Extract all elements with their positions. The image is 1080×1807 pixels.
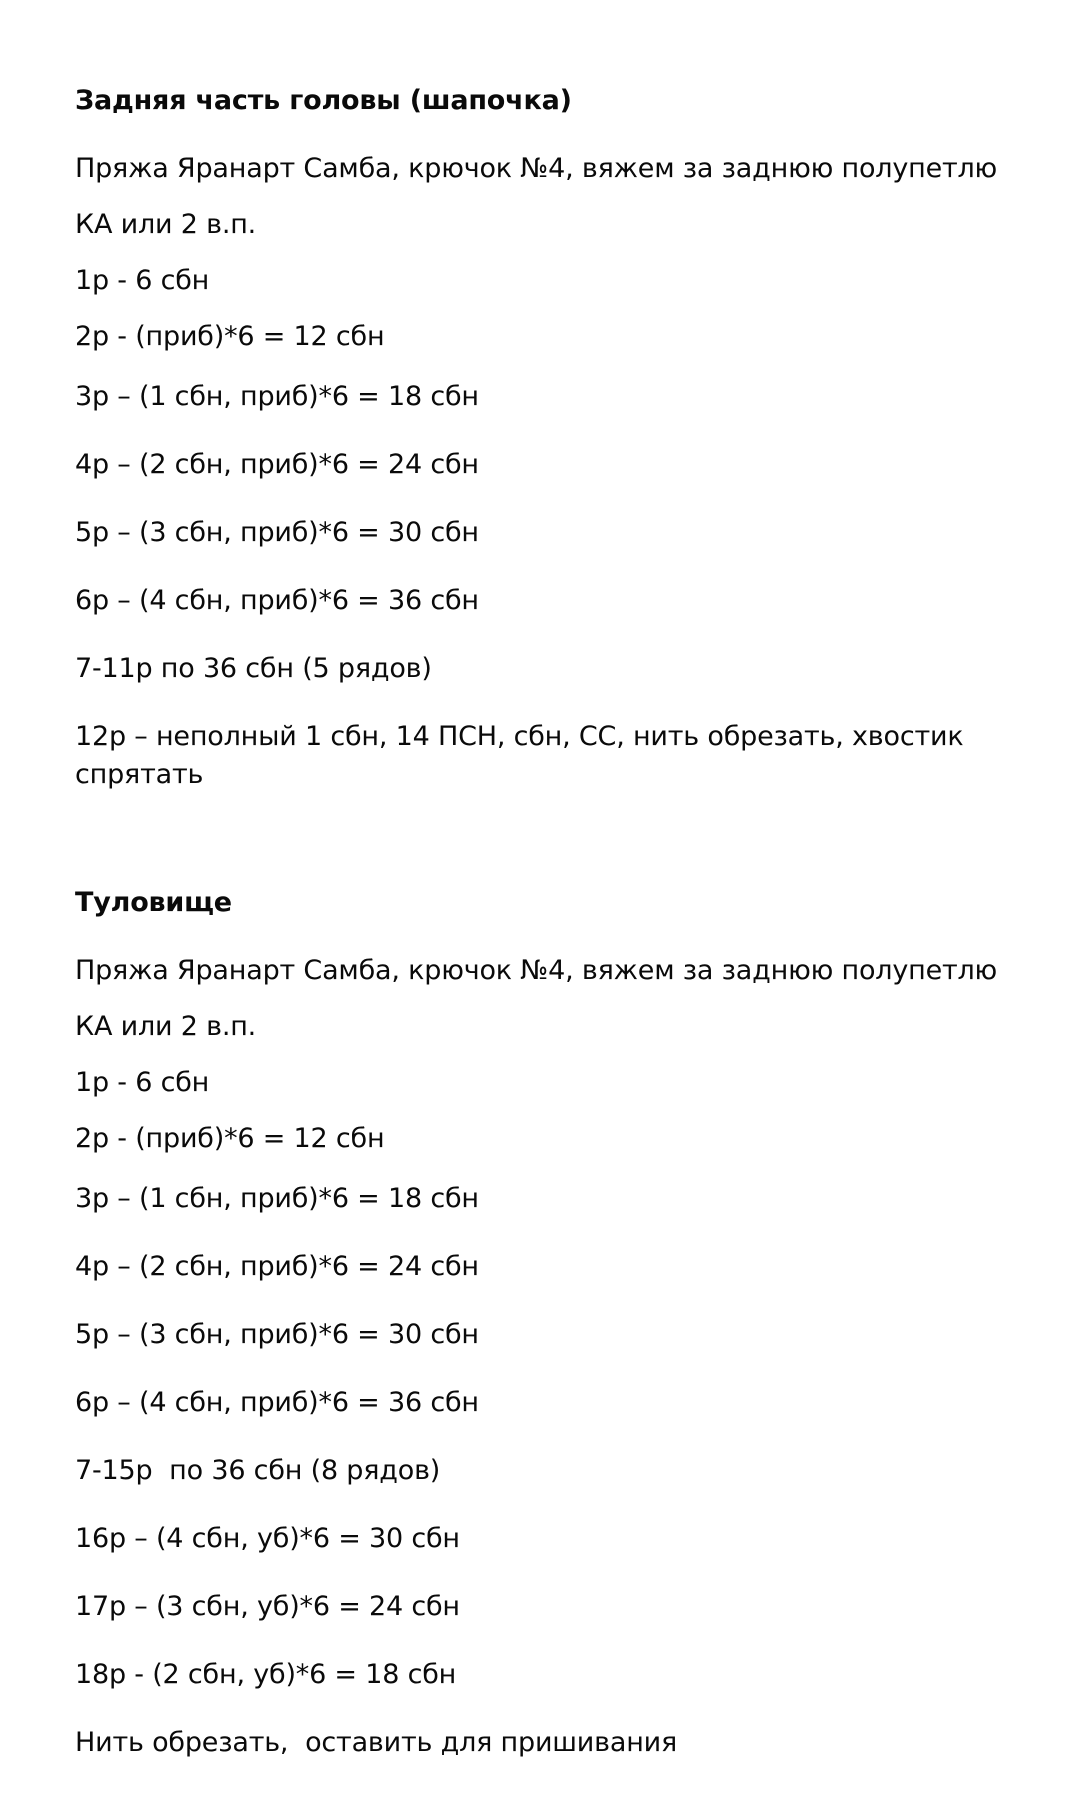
section-title: Туловище <box>75 887 232 918</box>
pattern-line: 2р - (приб)*6 = 12 сбн <box>75 321 385 352</box>
pattern-line: 3р – (1 сбн, приб)*6 = 18 сбн <box>75 381 479 412</box>
pattern-line: 5р – (3 сбн, приб)*6 = 30 сбн <box>75 517 479 548</box>
section-body <box>75 884 1030 1762</box>
pattern-line: 4р – (2 сбн, приб)*6 = 24 сбн <box>75 449 479 480</box>
pattern-line: КА или 2 в.п. <box>75 209 257 240</box>
pattern-line: 7-11р по 36 сбн (5 рядов) <box>75 653 432 684</box>
pattern-line: 1р - 6 сбн <box>75 1067 210 1098</box>
pattern-line: 17р – (3 сбн, уб)*6 = 24 сбн <box>75 1591 460 1622</box>
pattern-line: 12р – неполный 1 сбн, 14 ПСН, сбн, СС, нить обрезать, хвостик спрятать <box>75 721 972 790</box>
pattern-line: 3р – (1 сбн, приб)*6 = 18 сбн <box>75 1183 479 1214</box>
pattern-line: 18р - (2 сбн, уб)*6 = 18 сбн <box>75 1659 457 1690</box>
pattern-line: Пряжа Яранарт Самба, крючок №4, вяжем за заднюю полупетлю <box>75 955 998 986</box>
section-title: Задняя часть головы (шапочка) <box>75 85 572 116</box>
pattern-line: 7-15р по 36 сбн (8 рядов) <box>75 1455 441 1486</box>
pattern-line: 1р - 6 сбн <box>75 265 210 296</box>
pattern-line: 6р – (4 сбн, приб)*6 = 36 сбн <box>75 1387 479 1418</box>
section-back-of-head <box>75 82 1030 794</box>
pattern-line: 5р – (3 сбн, приб)*6 = 30 сбн <box>75 1319 479 1350</box>
pattern-line: КА или 2 в.п. <box>75 1011 257 1042</box>
pattern-line: Пряжа Яранарт Самба, крючок №4, вяжем за заднюю полупетлю <box>75 153 998 184</box>
pattern-line: 16р – (4 сбн, уб)*6 = 30 сбн <box>75 1523 460 1554</box>
pattern-line: 2р - (приб)*6 = 12 сбн <box>75 1123 385 1154</box>
pattern-line: 6р – (4 сбн, приб)*6 = 36 сбн <box>75 585 479 616</box>
pattern-line: 4р – (2 сбн, приб)*6 = 24 сбн <box>75 1251 479 1282</box>
pattern-line: Нить обрезать, оставить для пришивания <box>75 1727 678 1758</box>
